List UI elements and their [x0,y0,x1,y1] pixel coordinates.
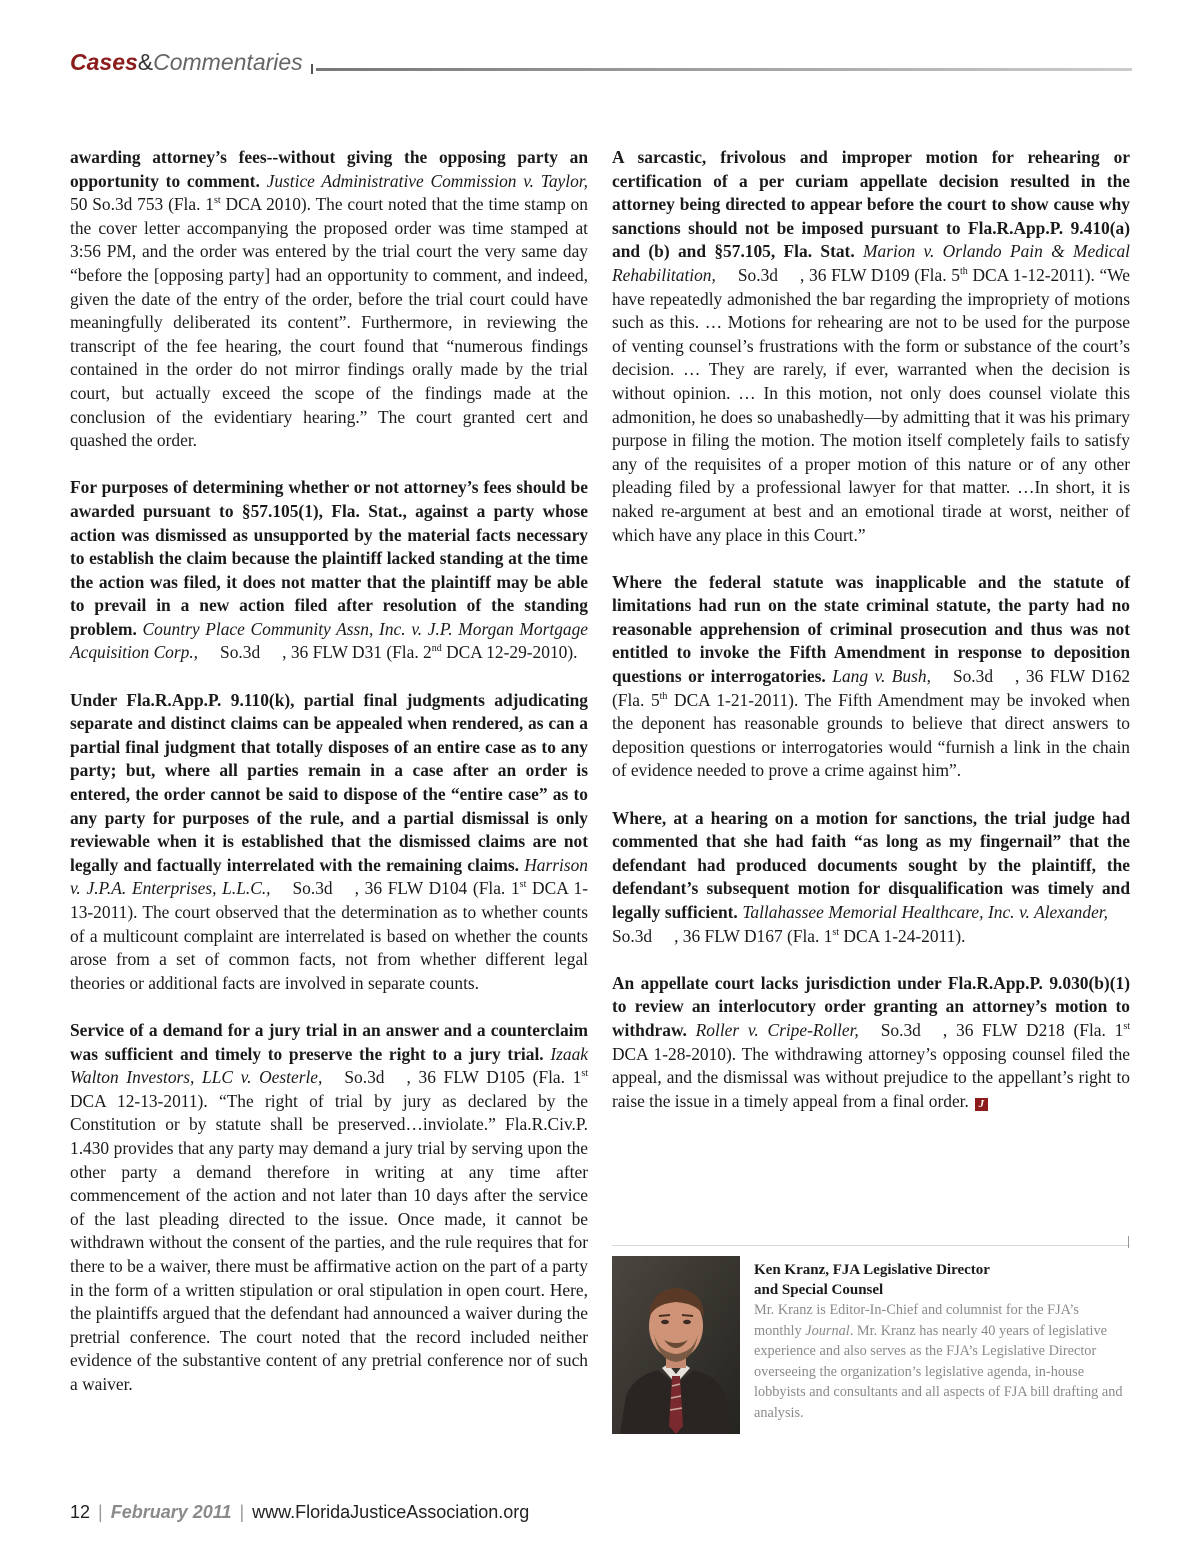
case-reference: So.3d [952,666,994,687]
case-reference: So.3d [880,1019,921,1040]
case-holding: A sarcastic, frivolous and improper motion for rehearing or certification of a per curiam appellate decision resulted in the attorney being directed to appear before the court to show cause why sanctions should not be imposed pursuant to Fla.R.App.P. 9.410(a) and (b) and §57.105, Fla. Stat. [612,147,1130,262]
author-photo [612,1256,740,1434]
case-holding: For purposes of determining whether or not attorney’s fees should be awarded pursuant to §57.105(1), Fla. Stat., against a party whose action was dismissed as unsupported by the material facts necessary to establish the claim because the plaintiff lacked standing at the time the action was filed, it does not matter that the plaintiff may be able to prevail in a new action filed after resolution of the standing problem. [70,477,588,639]
case-reference: , 36 FLW D167 (Fla. 1 [674,925,833,946]
case-reference: So.3d [292,878,333,899]
header-rule [316,68,1132,71]
case-reference: So.3d [612,925,653,946]
case-reference: DCA 1-12-2011). [967,264,1095,285]
author-name [754,1260,1130,1300]
case-citation: Justice Administrative Commission v. Taylor, [266,170,588,191]
case-discussion: “We have repeatedly admonished the bar regarding the impropriety of motions such as this. … Motions for rehearing are not to be used for the purpose of venting counsel’s frustrations with the form or substance of the court’s decision. … They are rarely, if ever, warranted when the decision is without opinion. … In this motion, not only does counsel violate this admonition, he does so unabashedly—by admitting that it was his primary purpose in filing the motion. The motion itself completely fails to satisfy any of the requisites of a proper motion of this nature or of any other pleading filed by a professional lawyer for that matter. …In short, it is naked re-argument at best and an emotional tirade at worst, neither of which have any place in this Court.” [612,264,1131,545]
header-rule-tick [311,64,313,74]
case-reference: DCA 1-21-2011). [667,689,799,710]
case-reference: , 36 FLW D109 (Fla. 5 [799,264,960,285]
case-reference: DCA 1-24-2011). [839,925,966,946]
author-description [754,1300,1130,1424]
case-citation: Tallahassee Memorial Healthcare, Inc. v. Alexander, [742,902,1108,922]
ordinal-suffix: st [519,879,527,891]
bio-divider [612,1245,1130,1246]
case-holding: An appellate court lacks jurisdiction under Fla.R.App.P. 9.030(b)(1) to review an interlocutory order granting an attorney’s motion to withdraw. [612,972,1130,1040]
author-portrait-image [612,1256,740,1434]
ordinal-suffix: th [959,266,968,278]
case-holding: Where, at a hearing on a motion for sanctions, the trial judge had commented that she had faith “as long as my fingernail” that the defendant had produced documents sought by the plaintiff, the defendant’s subsequent motion for disqualification was timely and legally sufficient. [612,807,1130,922]
case-discussion: The Fifth Amendment may be invoked when the deponent has reasonable grounds to believe that direct answers to deposition questions or interrogatories would “furnish a link in the chain of evidence needed to prove a crime against him”. [612,689,1130,781]
case-holding: Where the federal statute was inapplicable and the statute of limitations had run on the state criminal statute, the party had no reasonable apprehension of criminal prosecution and thus was not entitled to invoke the Fifth Amendment in response to deposition questions or interrogatories. [612,571,1130,687]
case-holding: awarding attorney’s fees--without giving the opposing party an opportunity to comment. [70,147,588,191]
running-header [70,46,1132,78]
case-discussion: The withdrawing attorney’s opposing counsel filed the appeal, and the dismissal was without prejudice to the appellant’s right to raise the issue in a timely appeal from a final order. [612,1043,1130,1111]
case-discussion: The court observed that the determination as to whether counts of a multicount complaint are interrelated is based on whether the counts arose from a set of common facts, not from whether different legal theories or additional facts are involved in separate counts. [70,902,588,993]
case-citation: Harrison v. J.P.A. Enterprises, L.L.C., [70,854,588,899]
page-footer [70,1501,529,1523]
end-of-article-icon: J [975,1098,988,1111]
case-reference: DCA 1-13-2011). [70,878,588,922]
section-title-ampersand: & [137,49,154,75]
case-holding: Service of a demand for a jury trial in an answer and a counterclaim was sufficient and timely to preserve the right to a jury trial. [70,1019,588,1064]
right-column [612,146,1130,1137]
ordinal-suffix: st [832,926,840,938]
ordinal-suffix: st [581,1068,588,1080]
case-holding: Under Fla.R.App.P. 9.110(k), partial final judgments adjudicating separate and distinct claims can be appealed when rendered, as can a partial final judgment that totally disposes of an entire case as to any party; but, where all parties remain in a case after an order is entered, the order cannot be said to dispose of the “entire case” as to any party for purposes of the rule, and a partial dismissal is only reviewable when it is established that the dismissed claims are not legally and factually interrelated with the remaining claims. [70,689,588,875]
case-reference: So.3d [344,1067,385,1088]
case-summary [70,1019,588,1397]
left-column [70,146,588,1420]
case-citation: Lang v. Bush, [832,666,931,687]
bio-divider-tick [1128,1236,1129,1248]
case-discussion: The court noted that the time stamp on the cover letter accompanying the proposed order was time stamped at 3:56 PM, and the order was entered by the trial court the very same day “before the [opposing party] had an opportunity to comment, and indeed, given the date of the entry of the order, before the trial court could have meaningfully deliberated its content”. Furthermore, in reviewing the transcript of the fee hearing, the court found that “numerous findings contained in the order do not mirror findings orally made by the trial court, but actually exceed the scope of the findings made at the conclusion of the evidentiary hearing.” The court granted cert and quashed the order. [70,194,588,451]
case-reference: , 36 FLW D162 (Fla. 5 [612,666,1131,710]
issue-date: February 2011 [110,1502,232,1522]
author-name-line: Ken Kranz, FJA Legislative Director [754,1262,990,1278]
footer-separator: | [239,1502,245,1522]
section-title-commentaries: Commentaries [153,49,303,75]
author-bio [754,1260,1130,1424]
case-reference: DCA 2010). [220,194,312,215]
page-number: 12 [70,1502,91,1522]
case-reference: 50 So.3d 753 (Fla. 1 [70,194,214,215]
case-summary [70,146,588,453]
case-reference: So.3d [220,642,261,663]
case-summary [70,476,588,665]
journal-name: Journal [805,1322,850,1339]
case-reference: , 36 FLW D104 (Fla. 1 [354,878,520,899]
case-reference: DCA 12-29-2010). [441,642,578,663]
case-summary [612,807,1130,949]
case-summary [70,689,588,996]
case-reference: So.3d [737,264,778,285]
case-reference: DCA 1-28-2010). [612,1043,737,1064]
ordinal-suffix: st [1123,1021,1130,1033]
footer-separator: | [98,1502,103,1522]
case-summary [612,146,1130,547]
section-title [70,46,303,78]
case-citation: Izaak Walton Investors, LLC v. Oesterle, [70,1043,588,1088]
case-citation: Marion v. Orlando Pain & Medical Rehabilitation, [612,241,1130,285]
section-title-cases: Cases [70,49,138,75]
case-citation: Country Place Community Assn, Inc. v. J.P. Morgan Mortgage Acquisition Corp., [70,618,588,663]
case-citation: Roller v. Cripe-Roller, [695,1019,859,1040]
author-title-line: and Special Counsel [754,1282,884,1298]
case-reference: DCA 12-13-2011). [70,1090,208,1111]
bio-text: Mr. Kranz is Editor-In-Chief and columnist for the FJA’s monthly [754,1302,1079,1339]
case-summary [612,972,1130,1114]
case-reference: , 36 FLW D218 (Fla. 1 [942,1019,1124,1040]
case-reference: , 36 FLW D105 (Fla. 1 [406,1067,582,1088]
case-discussion: “The right of trial by jury as declared by the Constitution or by statute shall be preserved…inviolate.” Fla.R.Civ.P. 1.430 provides that any party may demand a jury trial by serving upon the other party a demand therefore in writing at any time after commencement of the action and not later than 10 days after the service of the last pleading directed to the issue. Once made, it cannot be withdrawn without the consent of the parties, and the rule requires that for there to be a waiver, there must be affirmative action on the part of a party in the form of a written stipulation or oral stipulation in open court. Here, the plaintiffs argued that the defendant had announced a waiver during the pretrial conference. The court noted that the record included neither evidence of the substantive content of any pretrial conference nor of such a waiver. [70,1090,588,1394]
ordinal-suffix: st [214,195,221,207]
ordinal-suffix: th [659,690,668,702]
website-link[interactable]: www.FloridaJusticeAssociation.org [252,1502,530,1522]
bio-text: . Mr. Kranz has nearly 40 years of legislative experience and also serves as the FJA’s Legislative Director overseeing the organization’s legislative agenda, in-house lobbyists and consultants and all aspects of FJA bill drafting and analysis. [754,1322,1123,1421]
ordinal-suffix: nd [431,643,442,655]
case-summary [612,571,1130,783]
case-reference: , 36 FLW D31 (Fla. 2 [282,642,432,663]
